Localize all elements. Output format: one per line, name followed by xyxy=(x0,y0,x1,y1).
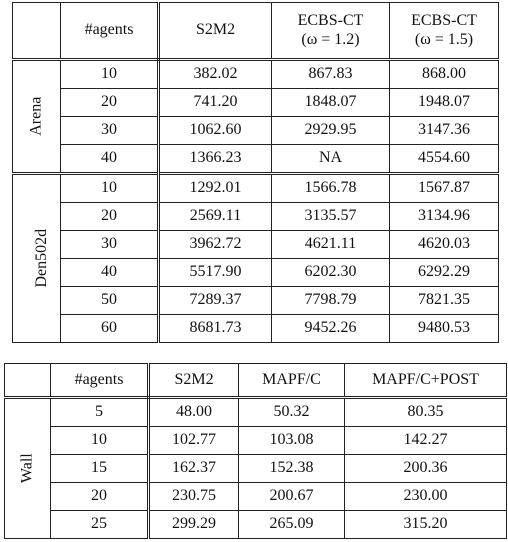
table-row xyxy=(5,511,507,539)
results-table-2 xyxy=(4,363,507,539)
value-cell: 382.02 xyxy=(159,60,272,89)
group-label xyxy=(13,60,61,174)
value-cell: 315.20 xyxy=(345,511,507,539)
agents-cell: 60 xyxy=(61,315,159,343)
value-cell: 4621.11 xyxy=(272,231,390,259)
value-cell: NA xyxy=(272,145,390,174)
agents-cell: 5 xyxy=(51,398,149,427)
table-row xyxy=(13,117,499,145)
value-cell: 200.36 xyxy=(345,455,507,483)
value-cell: 9480.53 xyxy=(390,315,499,343)
agents-cell: 10 xyxy=(61,60,159,89)
header-ecbs-ct-1-5-name: ECBS-CT xyxy=(411,12,477,30)
header-agents: #agents xyxy=(61,3,159,60)
value-cell: 6292.29 xyxy=(390,259,499,287)
agents-cell: 30 xyxy=(61,231,159,259)
value-cell: 1366.23 xyxy=(159,145,272,174)
table-row xyxy=(13,287,499,315)
value-cell: 3134.96 xyxy=(390,203,499,231)
value-cell: 265.09 xyxy=(239,511,345,539)
value-cell: 8681.73 xyxy=(159,315,272,343)
table-row xyxy=(13,145,499,174)
header-ecbs-ct-1-5-weight: (ω = 1.5) xyxy=(414,30,474,48)
table-row xyxy=(5,455,507,483)
results-table-1 xyxy=(12,2,499,343)
value-cell: 9452.26 xyxy=(272,315,390,343)
value-cell: 299.29 xyxy=(149,511,239,539)
value-cell: 6202.30 xyxy=(272,259,390,287)
value-cell: 230.00 xyxy=(345,483,507,511)
agents-cell: 40 xyxy=(61,259,159,287)
group-label xyxy=(5,398,51,539)
table-row xyxy=(13,89,499,117)
value-cell: 3135.57 xyxy=(272,203,390,231)
value-cell: 868.00 xyxy=(390,60,499,89)
table-row xyxy=(13,174,499,203)
header-mapf-c: MAPF/C xyxy=(239,364,345,398)
agents-cell: 50 xyxy=(61,287,159,315)
value-cell: 103.08 xyxy=(239,427,345,455)
value-cell: 7821.35 xyxy=(390,287,499,315)
group-label-text: Wall xyxy=(18,453,36,484)
table-2-header-row xyxy=(5,364,507,398)
table-1-header-row xyxy=(13,3,499,60)
header-ecbs-ct-1-2-name: ECBS-CT xyxy=(297,12,364,30)
value-cell: 142.27 xyxy=(345,427,507,455)
value-cell: 4620.03 xyxy=(390,231,499,259)
table-row xyxy=(13,203,499,231)
header-ecbs-ct-1-2-weight: (ω = 1.2) xyxy=(301,30,360,48)
value-cell: 1062.60 xyxy=(159,117,272,145)
agents-cell: 15 xyxy=(51,455,149,483)
value-cell: 7289.37 xyxy=(159,287,272,315)
value-cell: 48.00 xyxy=(149,398,239,427)
table-row xyxy=(5,398,507,427)
table-row xyxy=(13,60,499,89)
value-cell: 1948.07 xyxy=(390,89,499,117)
group-label xyxy=(13,174,61,343)
value-cell: 1848.07 xyxy=(272,89,390,117)
value-cell: 1566.78 xyxy=(272,174,390,203)
value-cell: 1567.87 xyxy=(390,174,499,203)
value-cell: 7798.79 xyxy=(272,287,390,315)
group-label-text: Den502d xyxy=(33,229,51,288)
value-cell: 5517.90 xyxy=(159,259,272,287)
value-cell: 50.32 xyxy=(239,398,345,427)
table-row xyxy=(5,483,507,511)
agents-cell: 10 xyxy=(51,427,149,455)
header-mapf-c-post: MAPF/C+POST xyxy=(345,364,507,398)
value-cell: 102.77 xyxy=(149,427,239,455)
value-cell: 2569.11 xyxy=(159,203,272,231)
header-agents: #agents xyxy=(51,364,149,398)
value-cell: 4554.60 xyxy=(390,145,499,174)
value-cell: 741.20 xyxy=(159,89,272,117)
table-row xyxy=(13,259,499,287)
agents-cell: 20 xyxy=(61,203,159,231)
agents-cell: 10 xyxy=(61,174,159,203)
group-label-text: Arena xyxy=(27,96,45,137)
header-s2m2: S2M2 xyxy=(149,364,239,398)
value-cell: 230.75 xyxy=(149,483,239,511)
header-corner xyxy=(13,3,61,60)
value-cell: 200.67 xyxy=(239,483,345,511)
table-row xyxy=(5,427,507,455)
value-cell: 152.38 xyxy=(239,455,345,483)
value-cell: 3962.72 xyxy=(159,231,272,259)
value-cell: 162.37 xyxy=(149,455,239,483)
table-row xyxy=(13,231,499,259)
agents-cell: 20 xyxy=(51,483,149,511)
value-cell: 80.35 xyxy=(345,398,507,427)
agents-cell: 20 xyxy=(61,89,159,117)
table-row xyxy=(13,315,499,343)
header-s2m2: S2M2 xyxy=(159,3,272,60)
value-cell: 2929.95 xyxy=(272,117,390,145)
agents-cell: 25 xyxy=(51,511,149,539)
value-cell: 1292.01 xyxy=(159,174,272,203)
value-cell: 3147.36 xyxy=(390,117,499,145)
agents-cell: 40 xyxy=(61,145,159,174)
header-corner xyxy=(5,364,51,398)
header-ecbs-ct-1-5 xyxy=(390,3,499,60)
value-cell: 867.83 xyxy=(272,60,390,89)
header-ecbs-ct-1-2 xyxy=(272,3,390,60)
agents-cell: 30 xyxy=(61,117,159,145)
